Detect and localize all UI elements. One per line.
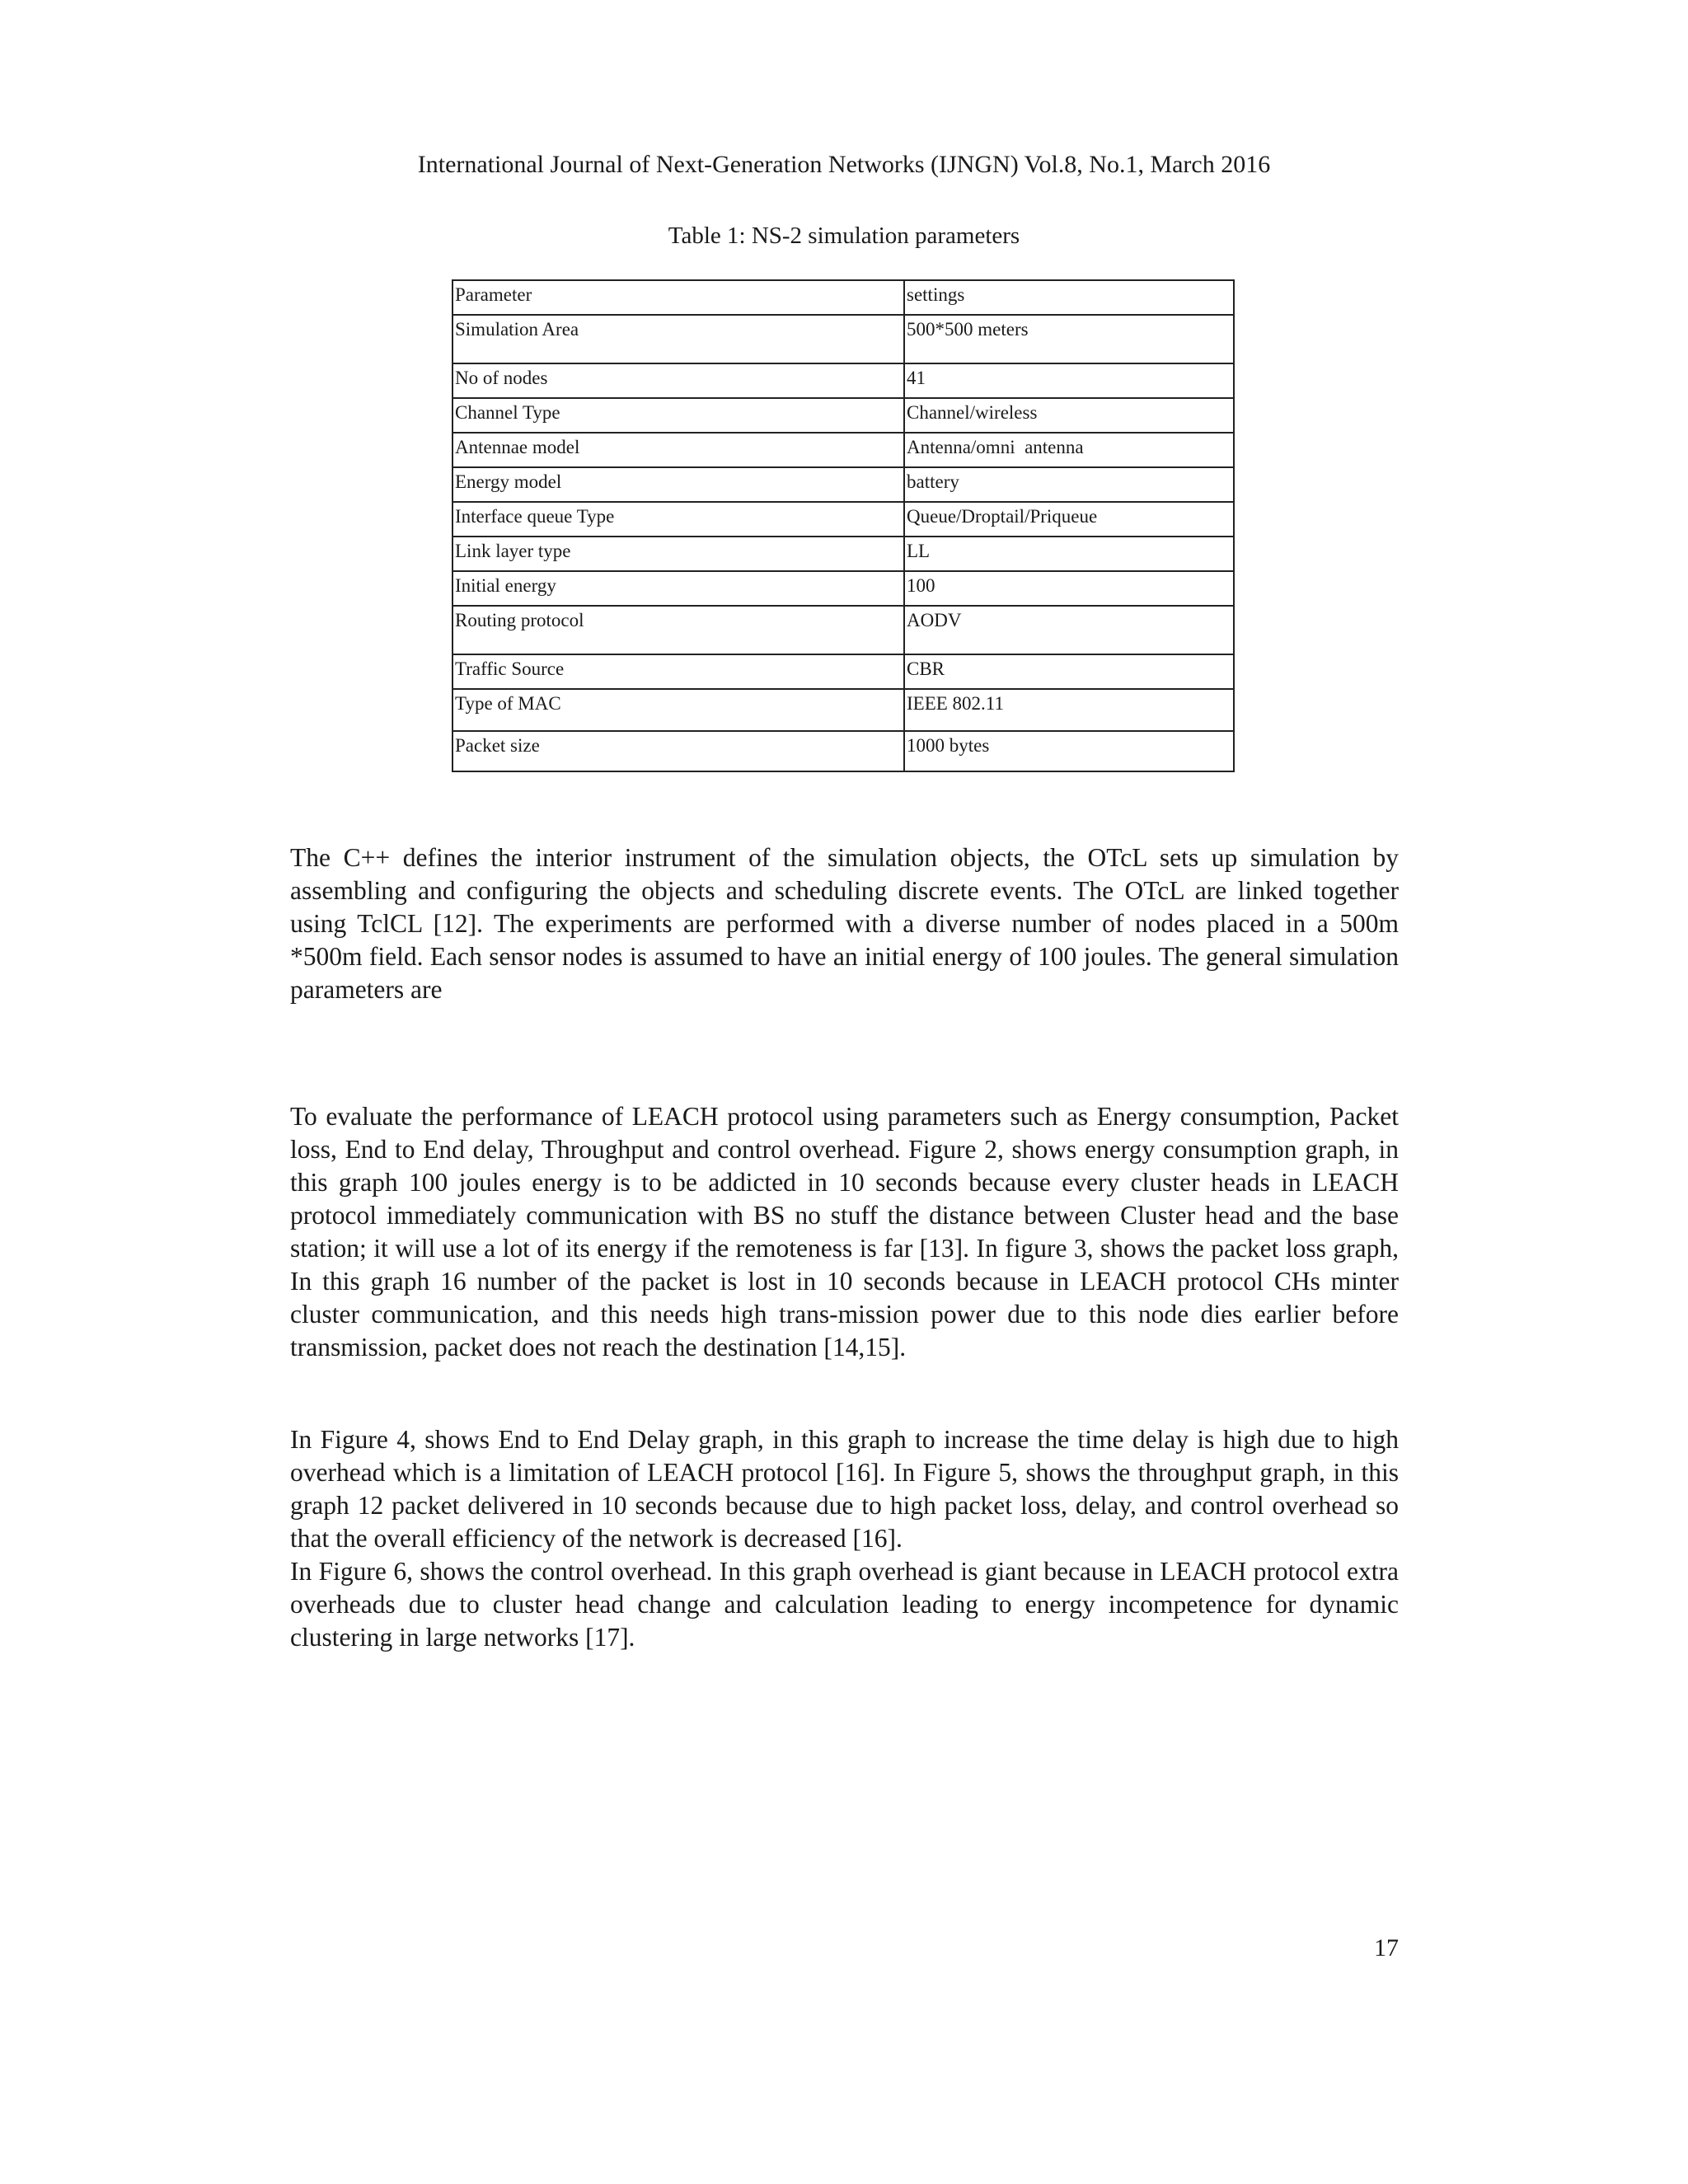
table-row: [452, 315, 1234, 363]
table-cell: Queue/Droptail/Priqueue: [904, 502, 1234, 537]
table-cell: 500*500 meters: [904, 315, 1234, 363]
table-row: [452, 689, 1234, 731]
table-row: [452, 606, 1234, 654]
table-cell: Type of MAC: [452, 689, 904, 731]
page-number: 17: [1374, 1934, 1399, 1961]
table-row: [452, 654, 1234, 689]
table-row: [452, 467, 1234, 502]
table-caption: Table 1: NS-2 simulation parameters: [668, 223, 1020, 249]
table-row: [452, 280, 1234, 315]
body-paragraph: The C++ defines the interior instrument of the simulation objects, the OTcL sets up simulation by assembling and configuring the objects and scheduling discrete events. The OTcL are linked together using TclCL [12]. The experiments are performed with a diverse number of nodes placed in a 500m *500m field. Each sensor nodes is assumed to have an initial energy of 100 joules. The general simulation parameters are: [290, 843, 1399, 1004]
table-cell: Routing protocol: [452, 606, 904, 654]
table-cell: Initial energy: [452, 571, 904, 606]
table-cell: Interface queue Type: [452, 502, 904, 537]
simulation-parameters-table: [452, 279, 1235, 772]
table-cell: Antennae model: [452, 433, 904, 467]
table-cell: Link layer type: [452, 537, 904, 571]
table-row: [452, 571, 1234, 606]
running-head: International Journal of Next-Generation Networks (IJNGN) Vol.8, No.1, March 2016: [417, 151, 1271, 178]
table-cell: Antenna/omni antenna: [904, 433, 1234, 467]
table-cell: Channel Type: [452, 398, 904, 433]
table-cell: AODV: [904, 606, 1234, 654]
table-cell: LL: [904, 537, 1234, 571]
table-cell: Packet size: [452, 731, 904, 771]
table-row: [452, 502, 1234, 537]
table-cell: 100: [904, 571, 1234, 606]
table-cell: No of nodes: [452, 363, 904, 398]
body-paragraph: In Figure 6, shows the control overhead. In this graph overhead is giant because in LEACH protocol extra overheads due to cluster head change and calculation leading to energy incompetence for dynamic clustering in large networks [17].: [290, 1557, 1399, 1652]
table-row: [452, 398, 1234, 433]
table-cell: Energy model: [452, 467, 904, 502]
table-cell: Channel/wireless: [904, 398, 1234, 433]
table-cell: settings: [904, 280, 1234, 315]
table-cell: Simulation Area: [452, 315, 904, 363]
body-paragraph: To evaluate the performance of LEACH protocol using parameters such as Energy consumption, Packet loss, End to End delay, Throughput and control overhead. Figure 2, shows energy consumption graph, in this graph 100 joules energy is to be addicted in 10 seconds because every cluster heads in LEACH protocol immediately communication with BS no stuff the distance between Cluster head and the base station; it will use a lot of its energy if the remoteness is far [13]. In figure 3, shows the packet loss graph, In this graph 16 number of the packet is lost in 10 seconds because in LEACH protocol CHs minter cluster communication, and this needs high trans-mission power due to this node dies earlier before transmission, packet does not reach the destination [14,15].: [290, 1102, 1399, 1361]
table-cell: 41: [904, 363, 1234, 398]
table-row: [452, 731, 1234, 771]
table-row: [452, 363, 1234, 398]
table-cell: IEEE 802.11: [904, 689, 1234, 731]
table-cell: Parameter: [452, 280, 904, 315]
table-cell: battery: [904, 467, 1234, 502]
table-cell: CBR: [904, 654, 1234, 689]
body-paragraph: In Figure 4, shows End to End Delay graph, in this graph to increase the time delay is high due to high overhead which is a limitation of LEACH protocol [16]. In Figure 5, shows the throughput graph, in this graph 12 packet delivered in 10 seconds because due to high packet loss, delay, and control overhead so that the overall efficiency of the network is decreased [16].: [290, 1425, 1399, 1553]
table-cell: 1000 bytes: [904, 731, 1234, 771]
table-row: [452, 537, 1234, 571]
table-cell: Traffic Source: [452, 654, 904, 689]
table-row: [452, 433, 1234, 467]
